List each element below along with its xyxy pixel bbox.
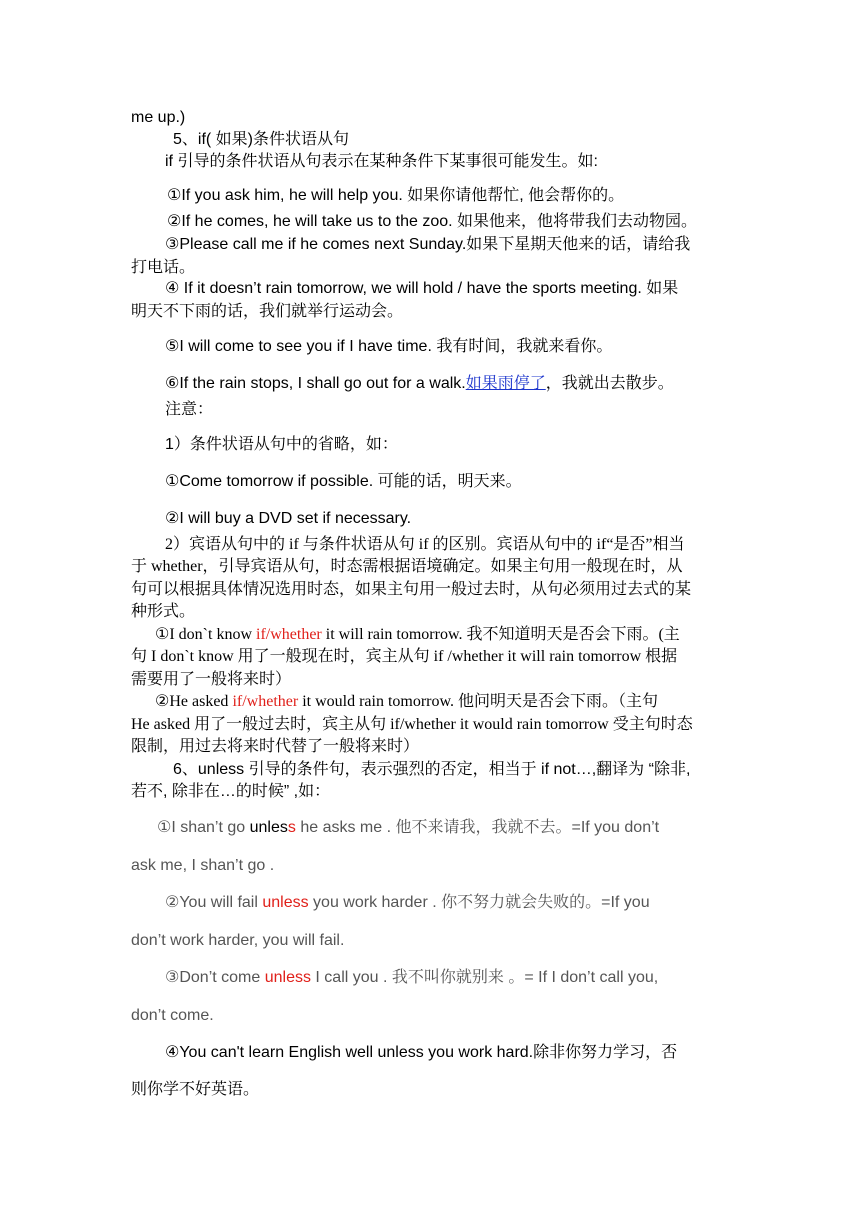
text-line: He asked 用了一般过去时，宾主从句 if/whether it would rain tomorrow 受主句时态	[131, 716, 693, 733]
example-sentence	[165, 892, 650, 914]
highlight-keyword: s	[287, 819, 296, 836]
example-sentence: ④ If it doesn’t rain tomorrow, we will hold / have the sports meeting. 如果	[165, 280, 679, 297]
example-text: ②You will fail	[165, 894, 263, 911]
note-item: 2）宾语从句中的 if 与条件状语从句 if 的区别。宾语从句中的 if“是否”相当	[165, 536, 685, 553]
highlight-keyword: unless	[264, 969, 311, 986]
text-line: 若不, 除非在…的时候” ,如：	[131, 783, 331, 800]
example-text: ①I shan’t go	[157, 819, 250, 836]
translation-link[interactable]: 如果雨停了	[465, 375, 546, 392]
example-sentence: ③Please call me if he comes next Sunday.如果下星期天他来的话，请给我	[165, 236, 691, 253]
text-line: 句可以根据具体情况选用时态，如果主句用一般过去时，从句必须用过去式的某	[131, 581, 692, 598]
example-sentence: 打电话。	[131, 259, 196, 276]
example-text: I call you . 我不叫你就别来 。= If I don’t call you,	[310, 969, 659, 986]
example-text: ⑥If the rain stops, I shall go out for a walk.	[165, 375, 466, 392]
note-item: 1）条件状语从句中的省略，如：	[165, 436, 398, 453]
text-line: if 引导的条件状语从句表示在某种条件下某事很可能发生。如:	[165, 153, 598, 170]
example-text: ①I don`t know	[155, 626, 256, 643]
example-sentence	[155, 624, 680, 646]
text-line: don’t work harder, you will fail.	[131, 932, 345, 949]
highlight-keyword: if/whether	[232, 693, 299, 710]
section-heading-if: 5、if( 如果)条件状语从句	[173, 131, 350, 148]
text-line: don’t come.	[131, 1007, 214, 1024]
example-sentence	[157, 817, 659, 839]
example-sentence: ②If he comes, he will take us to the zoo. 如果他来，他将带我们去动物园。	[167, 213, 698, 230]
text-line: 于 whether，引导宾语从句，时态需根据语境确定。如果主句用一般现在时，从	[131, 558, 683, 575]
example-text: he asks me . 他不来请我，我就不去。=If you don’t	[295, 819, 660, 836]
example-sentence: ⑤I will come to see you if I have time. 我有时间，我就来看你。	[165, 338, 613, 355]
text-line: 需要用了一般将来时）	[131, 671, 292, 688]
text-line: me up.)	[131, 109, 186, 126]
highlight-keyword: unless	[262, 894, 309, 911]
example-sentence: ④You can't learn English well unless you work hard.除非你努力学习，否	[165, 1044, 678, 1061]
example-text: ③Don’t come	[165, 969, 265, 986]
example-text: ②He asked	[155, 693, 233, 710]
highlight-keyword: unles	[249, 819, 288, 836]
section-heading-unless: 6、unless 引导的条件句，表示强烈的否定，相当于 if not…,翻译为 “除非,	[173, 761, 691, 778]
example-text: it will rain tomorrow. 我不知道明天是否会下雨。(主	[321, 626, 680, 643]
example-sentence: ①Come tomorrow if possible. 可能的话，明天来。	[165, 473, 522, 490]
text-line: 则你学不好英语。	[131, 1081, 260, 1098]
example-sentence: 明天不下雨的话，我们就举行运动会。	[131, 303, 404, 320]
example-sentence	[155, 691, 658, 713]
example-text: you work harder . 你不努力就会失败的。=If you	[308, 894, 650, 911]
example-sentence: ②I will buy a DVD set if necessary.	[165, 510, 412, 527]
example-sentence	[165, 373, 674, 395]
text-line: 种形式。	[131, 603, 196, 620]
text-line: 句 I don`t know 用了一般现在时，宾主从句 if /whether it will rain tomorrow 根据	[131, 648, 678, 665]
highlight-keyword: if/whether	[256, 626, 322, 643]
text-line: ask me, I shan’t go .	[131, 857, 275, 874]
text-line: 限制，用过去将来时代替了一般将来时）	[131, 738, 420, 755]
example-sentence: ①If you ask him, he will help you. 如果你请他帮忙, 他会帮你的。	[167, 187, 625, 204]
example-text: ，我就出去散步。	[545, 375, 674, 392]
example-text: it would rain tomorrow. 他问明天是否会下雨。（主句	[298, 693, 659, 710]
note-heading: 注意：	[165, 401, 214, 418]
example-sentence	[165, 967, 658, 989]
